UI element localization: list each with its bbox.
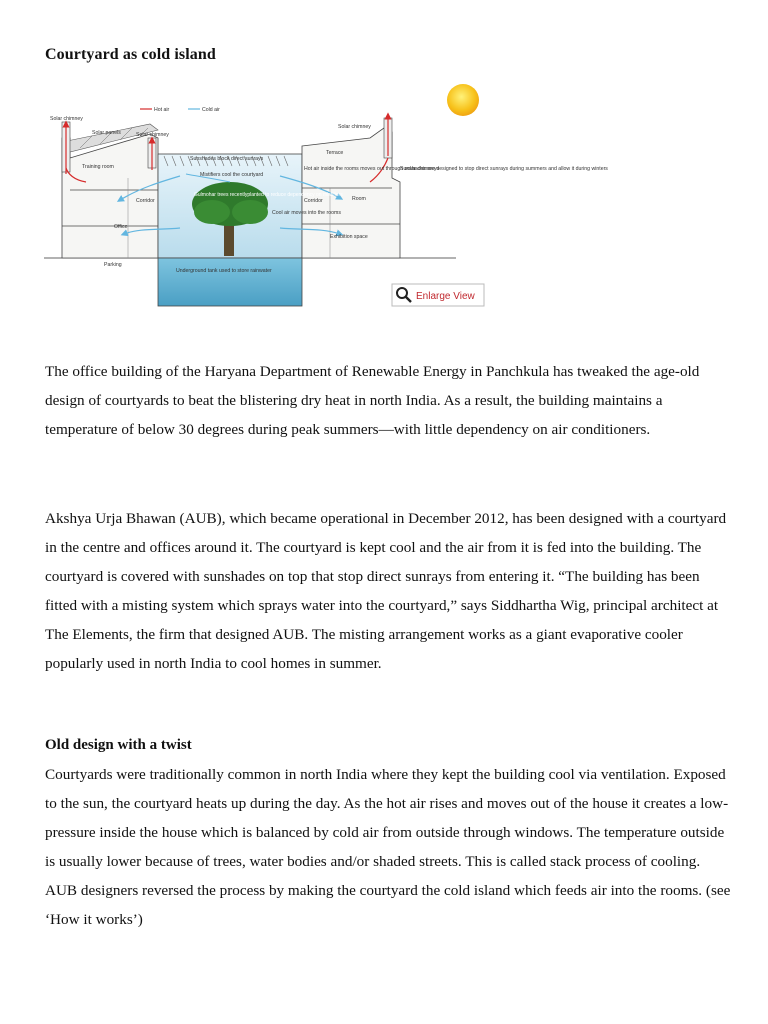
label-solar-chimney-mid: Solar chimney <box>136 132 169 138</box>
label-room: Room <box>352 196 366 202</box>
courtyard-diagram <box>40 78 608 314</box>
label-tank: Underground tank used to store rainwater <box>176 268 272 274</box>
label-terrace: Terrace <box>326 150 344 156</box>
label-hot-air-note: Hot air inside the rooms moves out through solar chimneys <box>304 166 440 172</box>
label-solar-chimney-left: Solar chimney <box>50 116 83 122</box>
label-corridor-right: Corridor <box>304 198 323 204</box>
label-exhibition: Exhibition space <box>330 234 368 240</box>
label-training-room: Training room <box>82 164 114 170</box>
label-parking: Parking <box>104 262 122 268</box>
enlarge-view-button[interactable] <box>392 284 484 306</box>
legend-cold-label: Cold air <box>202 107 220 113</box>
article-title: Courtyard as cold island <box>45 46 216 63</box>
section-heading: Old design with a twist <box>45 737 192 753</box>
paragraph-3: Courtyards were traditionally common in north India where they kept the building cool via ventilation. Exposed to the sun, the courtyard heats up during the day. As the hot air rises and moves out of the house it creates a low-pressure inside the house which is balanced by cold air from outside through windows. The temperature outside is usually lower because of trees, water bodies and/or shaded streets. This is called stack process of cooling. AUB designers reversed the process by making the courtyard the cold island which feeds air into the rooms. (see ‘How it works’) <box>45 766 731 928</box>
label-sunshades: Sunshades block direct sunrays <box>190 156 264 162</box>
water-tank <box>158 258 302 306</box>
label-mistifiers: Mistifiers cool the courtyard <box>200 172 264 178</box>
label-cool-air: Cool air moves into the rooms <box>272 210 341 216</box>
paragraph-2: Akshya Urja Bhawan (AUB), which became operational in December 2012, has been designed with a courtyard in the centre and offices around it. The courtyard is kept cool and the air from it is fed into the building. The courtyard is covered with sunshades on top that stop direct sunrays from entering it. “The building has been fitted with a misting system which sprays water into the courtyard,” says Siddhartha Wig, principal architect at The Elements, the firm that designed AUB. The misting arrangement works as a giant evaporative cooler popularly used in north India to cool homes in summer. <box>45 510 727 672</box>
label-corridor-left: Corridor <box>136 198 155 204</box>
label-solar-panels: Solar panels <box>92 130 121 136</box>
label-office: Office <box>114 224 128 230</box>
label-tree: Gulmohar trees recentlyplanted to reduce dependency on mistifiers <box>194 192 343 198</box>
sun-icon <box>447 84 479 116</box>
label-sunshades-note: Sunshades are designed to stop direct sunrays during summers and allow it during winters <box>400 166 608 172</box>
legend-hot-label: Hot air <box>154 107 170 113</box>
paragraph-1: The office building of the Haryana Department of Renewable Energy in Panchkula has tweaked the age-old design of courtyards to beat the blistering dry heat in north India. As a result, the building maintains a temperature of below 30 degrees during peak summers—with little dependency on air conditioners. <box>45 363 700 438</box>
label-solar-chimney-right: Solar chimney <box>338 124 371 130</box>
enlarge-view-label: Enlarge View <box>416 291 475 302</box>
